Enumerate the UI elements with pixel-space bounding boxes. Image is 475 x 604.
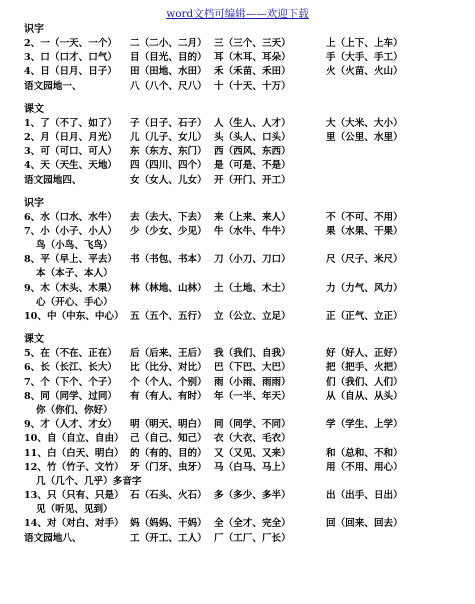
vocab-entry: 13、只（只有、只是） bbox=[24, 490, 124, 502]
vocab-entry: 4、日（日月、日子） bbox=[24, 66, 118, 78]
vocab-entry: 不（不可、不用） bbox=[326, 211, 403, 223]
section-lessons-1 bbox=[24, 102, 464, 188]
vocab-entry: 手（大手、手工） bbox=[326, 52, 403, 64]
vocab-continuation-row bbox=[24, 404, 464, 418]
vocab-entry: 10、中（中东、中心） bbox=[24, 311, 124, 322]
vocab-entry: 火（火苗、火山） bbox=[326, 66, 403, 78]
vocab-entry: 的（有的、目的） bbox=[130, 447, 207, 459]
vocab-row bbox=[24, 117, 464, 131]
vocab-entry: 出（出手、日出） bbox=[326, 490, 403, 502]
vocab-entry: 几（几个、几乎）多音字 bbox=[36, 475, 142, 487]
vocab-row bbox=[24, 361, 464, 375]
vocab-entry: 正（正气、立正） bbox=[326, 311, 403, 322]
vocab-continuation-row bbox=[24, 296, 464, 310]
section-heading: 课文 bbox=[24, 103, 44, 115]
vocab-row bbox=[24, 80, 464, 94]
document-body bbox=[24, 22, 464, 554]
vocab-entry: 里（公里、水里） bbox=[326, 131, 403, 143]
vocab-entry: 儿（儿子、女儿） bbox=[130, 131, 207, 143]
vocab-continuation-row bbox=[24, 503, 464, 517]
vocab-entry: 语文园地四、 bbox=[24, 174, 82, 186]
vocab-row bbox=[24, 253, 464, 267]
vocab-row bbox=[24, 37, 464, 51]
vocab-entry: 9、才（人才、才女） bbox=[24, 419, 118, 431]
section-literacy-1 bbox=[24, 22, 464, 94]
vocab-entry: 子（日子、石子） bbox=[130, 117, 207, 129]
vocab-entry: 把（把手、火把） bbox=[326, 362, 403, 374]
vocab-entry: 好（好人、正好） bbox=[326, 348, 403, 360]
vocab-entry: 厂（工厂、厂长） bbox=[214, 532, 291, 544]
vocab-entry: 我（我们、自我） bbox=[214, 348, 291, 360]
vocab-entry: 12、竹（竹子、文竹） bbox=[24, 461, 124, 473]
vocab-entry: 去（去大、下去） bbox=[130, 211, 207, 223]
vocab-entry: 3、口（口才、口气） bbox=[24, 52, 118, 64]
vocab-entry: 10、自（自立、自由） bbox=[24, 433, 124, 445]
vocab-entry: 人（生人、人才） bbox=[214, 117, 291, 129]
section-heading: 识字 bbox=[24, 197, 44, 209]
vocab-entry: 鸟（小鸟、飞鸟） bbox=[36, 240, 113, 252]
vocab-entry: 十（十天、十万） bbox=[214, 80, 291, 92]
vocab-entry: 1、了（不了、如了） bbox=[24, 117, 118, 129]
vocab-entry: 刀（小刀、刀口） bbox=[214, 254, 291, 266]
vocab-row bbox=[24, 489, 464, 503]
vocab-entry: 大（大米、大小） bbox=[326, 117, 403, 129]
vocab-entry: 东（东方、东门） bbox=[130, 146, 207, 158]
vocab-row bbox=[24, 174, 464, 188]
vocab-entry: 牙（门牙、虫牙） bbox=[130, 461, 207, 473]
vocab-entry: 心（开心、手心） bbox=[36, 296, 113, 308]
vocab-entry: 又（又见、又来） bbox=[214, 447, 291, 459]
vocab-continuation-row bbox=[24, 267, 464, 281]
vocab-entry: 6、水（口水、水牛） bbox=[24, 211, 118, 223]
vocab-row bbox=[24, 517, 464, 531]
vocab-continuation-row bbox=[24, 239, 464, 253]
vocab-entry: 头（头人、口头） bbox=[214, 131, 291, 143]
vocab-entry: 8、平（早上、平去） bbox=[24, 254, 118, 266]
vocab-row bbox=[24, 65, 464, 79]
vocab-entry: 4、天（天生、天地） bbox=[24, 160, 118, 172]
vocab-entry: 2、月（日月、月光） bbox=[24, 131, 118, 143]
section-heading: 识字 bbox=[24, 24, 44, 35]
vocab-row bbox=[24, 159, 464, 173]
vocab-entry: 语文园地八、 bbox=[24, 532, 82, 544]
vocab-entry: 工（开工、工人） bbox=[130, 532, 207, 544]
vocab-entry: 果（水果、干果） bbox=[326, 225, 403, 237]
vocab-entry: 们（我们、人们） bbox=[326, 376, 403, 388]
vocab-entry: 己（自己、知己） bbox=[130, 433, 207, 445]
page-header[interactable]: word文档可编辑——欢迎下载 bbox=[166, 8, 309, 20]
vocab-entry: 见（听见、见到） bbox=[36, 504, 113, 516]
vocab-row bbox=[24, 461, 464, 475]
vocab-entry: 立（公立、立足） bbox=[214, 311, 291, 322]
vocab-entry: 耳（木耳、耳朵） bbox=[214, 52, 291, 64]
vocab-entry: 8、同（同学、过同） bbox=[24, 390, 118, 402]
vocab-entry: 衣（大衣、毛衣） bbox=[214, 433, 291, 445]
vocab-entry: 林（林地、山林） bbox=[130, 282, 207, 294]
vocab-entry: 全（全才、完全） bbox=[214, 518, 291, 530]
vocab-entry: 比（比分、对比） bbox=[130, 362, 207, 374]
vocab-entry: 和（总和、不和） bbox=[326, 447, 403, 459]
vocab-entry: 回（回来、回去） bbox=[326, 518, 403, 530]
vocab-row bbox=[24, 532, 464, 546]
vocab-row bbox=[24, 432, 464, 446]
vocab-entry: 牛（水牛、牛牛） bbox=[214, 225, 291, 237]
vocab-entry: 9、木（木头、木果） bbox=[24, 282, 118, 294]
vocab-entry: 5、在（不在、正在） bbox=[24, 348, 118, 360]
vocab-entry: 来（上来、来人） bbox=[214, 211, 291, 223]
vocab-entry: 田（田地、水田） bbox=[130, 66, 207, 78]
vocab-row bbox=[24, 447, 464, 461]
vocab-row bbox=[24, 282, 464, 296]
vocab-entry: 女（女人、儿女） bbox=[130, 174, 207, 186]
vocab-entry: 目（目光、目的） bbox=[130, 52, 207, 64]
vocab-entry: 土（土地、木土） bbox=[214, 282, 291, 294]
vocab-entry: 是（可是、不是） bbox=[214, 160, 291, 172]
vocab-entry: 石（石头、火石） bbox=[130, 490, 207, 502]
vocab-entry: 3、可（可口、可人） bbox=[24, 146, 118, 158]
vocab-entry: 五（五个、五行） bbox=[130, 311, 207, 322]
vocab-entry: 尺（尺子、米尺） bbox=[326, 254, 403, 266]
vocab-row bbox=[24, 225, 464, 239]
vocab-entry: 上（上下、上车） bbox=[326, 38, 403, 49]
vocab-entry: 四（四川、四个） bbox=[130, 160, 207, 172]
vocab-row bbox=[24, 418, 464, 432]
vocab-entry: 巴（下巴、大巴） bbox=[214, 362, 291, 374]
vocab-entry: 明（明天、明白） bbox=[130, 419, 207, 431]
vocab-entry: 个（个人、个别） bbox=[130, 376, 207, 388]
vocab-entry: 二（二小、二月） bbox=[130, 38, 207, 49]
vocab-continuation-row bbox=[24, 475, 464, 489]
vocab-row bbox=[24, 310, 464, 324]
vocab-entry: 你（你们、你好） bbox=[36, 404, 113, 416]
vocab-entry: 西（西风、东西） bbox=[214, 146, 291, 158]
vocab-entry: 禾（禾苗、禾田） bbox=[214, 66, 291, 78]
vocab-entry: 从（自从、从头） bbox=[326, 390, 403, 402]
vocab-entry: 7、小（小子、小人） bbox=[24, 225, 118, 237]
vocab-entry: 年（一半、年天） bbox=[214, 390, 291, 402]
vocab-row bbox=[24, 145, 464, 159]
vocab-row bbox=[24, 390, 464, 404]
vocab-entry: 有（有人、有时） bbox=[130, 390, 207, 402]
vocab-row bbox=[24, 211, 464, 225]
vocab-entry: 开（开门、开工） bbox=[214, 174, 291, 186]
vocab-entry: 后（后来、王后） bbox=[130, 348, 207, 360]
vocab-entry: 多（多少、多半） bbox=[214, 490, 291, 502]
vocab-entry: 书（书包、书本） bbox=[130, 254, 207, 266]
vocab-row bbox=[24, 376, 464, 390]
vocab-entry: 三（三个、三天） bbox=[214, 38, 291, 49]
vocab-row bbox=[24, 131, 464, 145]
vocab-entry: 14、对（对白、对手） bbox=[24, 518, 124, 530]
vocab-entry: 语文园地一、 bbox=[24, 80, 82, 92]
vocab-entry: 妈（妈妈、干妈） bbox=[130, 518, 207, 530]
vocab-entry: 11、白（白天、明白） bbox=[24, 447, 124, 459]
vocab-entry: 6、长（长江、长大） bbox=[24, 362, 118, 374]
section-lessons-2 bbox=[24, 332, 464, 546]
vocab-entry: 少（少女、少见） bbox=[130, 225, 207, 237]
vocab-entry: 2、一（一天、一个） bbox=[24, 38, 118, 49]
section-literacy-2 bbox=[24, 196, 464, 325]
vocab-entry: 学（学生、上学） bbox=[326, 419, 403, 431]
vocab-row bbox=[24, 51, 464, 65]
vocab-entry: 用（不用、用心） bbox=[326, 461, 403, 473]
vocab-entry: 7、个（下个、个子） bbox=[24, 376, 118, 388]
vocab-entry: 八（八个、尺八） bbox=[130, 80, 207, 92]
section-heading: 课文 bbox=[24, 334, 44, 346]
vocab-entry: 马（白马、马上） bbox=[214, 461, 291, 473]
vocab-entry: 本（本子、本人） bbox=[36, 268, 113, 280]
vocab-entry: 力（力气、风力） bbox=[326, 282, 403, 294]
vocab-entry: 同（同学、不同） bbox=[214, 419, 291, 431]
vocab-entry: 雨（小雨、雨雨） bbox=[214, 376, 291, 388]
vocab-row bbox=[24, 347, 464, 361]
